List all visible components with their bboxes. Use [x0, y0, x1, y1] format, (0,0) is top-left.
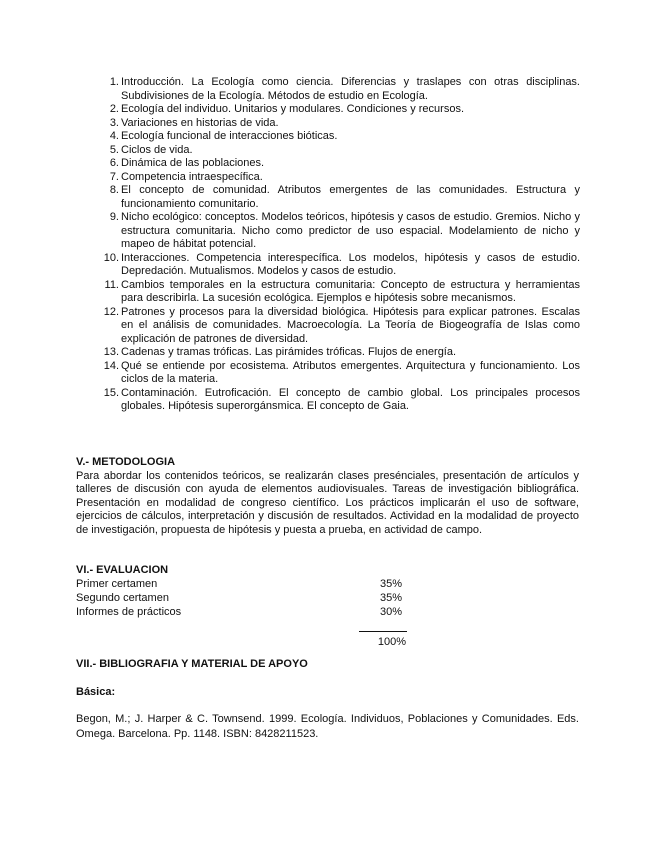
metodologia-text: Para abordar los contenidos teóricos, se realizarán clases presénciales, presentación de artículos y talleres de discusión con ayuda de elementos audiovisuales. Tareas de investigación bibliográfica. Presentación en modalidad de congreso científico. Los prácticos implicarán el uso de software, ejercicios de cálculos, interpretación y discusión de resultados. Actividad en la modalidad de proyecto de investigación, propuesta de hipótesis y puesta a prueba, en actividad de campo. — [76, 469, 579, 536]
metodologia-section — [76, 456, 579, 537]
list-item — [99, 103, 580, 117]
item-number: 4. — [109, 130, 119, 142]
item-number: 10. — [103, 251, 119, 264]
item-number: 11. — [104, 278, 119, 291]
eval-value: 30% — [379, 605, 402, 618]
item-number: 1. — [109, 76, 119, 88]
eval-label: Segundo certamen — [76, 591, 169, 604]
basica-subtitle-block — [76, 686, 579, 700]
evaluacion-title: VI.- EVALUACION — [76, 564, 169, 576]
item-number: 14. — [103, 359, 119, 372]
bibliografia-title-block — [76, 658, 579, 672]
item-text: Interacciones. Competencia interespecífica. Los modelos, hipótesis y casos de estudio. Depredación. Mutualismos. Modelos y casos de estudio. — [121, 251, 580, 277]
item-number: 5. — [109, 143, 119, 156]
item-text: Variaciones en historias de vida. — [121, 116, 279, 129]
reference-entry: Begon, M.; J. Harper & C. Townsend. 1999. Ecología. Individuos, Poblaciones y Comunidades. Eds. Omega. Barcelona. Pp. 1148. ISBN: 8428211523. — [76, 713, 579, 740]
item-text: Introducción. La Ecología como ciencia. Diferencias y traslapes con otras disciplinas. Subdivisiones de la Ecología. Métodos de estudio en Ecología. — [121, 76, 580, 102]
item-number: 7. — [109, 170, 119, 183]
list-item — [99, 252, 580, 279]
item-text: Qué se entiende por ecosistema. Atributos emergentes. Arquitectura y funcionamiento. Los ciclos de la materia. — [121, 359, 580, 385]
list-item — [99, 211, 580, 252]
list-item — [99, 184, 580, 211]
eval-row — [76, 606, 579, 620]
bibliografia-title: VII.- BIBLIOGRAFIA Y MATERIAL DE APOYO — [76, 658, 308, 670]
metodologia-title: V.- METODOLOGIA — [76, 456, 176, 468]
item-text: Ecología del individuo. Unitarios y modulares. Condiciones y recursos. — [121, 103, 465, 115]
item-number: 3. — [109, 116, 119, 129]
item-text: Ecología funcional de interacciones bióticas. — [121, 130, 338, 142]
eval-row — [76, 578, 579, 592]
list-item — [99, 144, 580, 158]
item-text: Nicho ecológico: conceptos. Modelos teóricos, hipótesis y casos de estudio. Gremios. Nicho y estructura comunitaria. Nicho como predictor de uso espacial. Modelamiento de nicho y mapeo de hábitat potencial. — [121, 211, 580, 250]
list-item — [99, 157, 580, 171]
eval-value: 35% — [379, 577, 402, 590]
item-number: 8. — [109, 184, 119, 196]
item-text: Dinámica de las poblaciones. — [121, 157, 265, 169]
list-item — [99, 117, 580, 131]
item-text: Patrones y procesos para la diversidad biológica. Hipótesis para explicar patrones. Escalas en el análisis de comunidades. Macroecología. La Teoría de Biogeografía de Islas como explicación de patrones de diversidad. — [121, 305, 580, 345]
item-number: 15. — [103, 386, 119, 399]
item-number: 13. — [103, 346, 119, 358]
eval-label: Primer certamen — [76, 577, 158, 590]
item-text: Contaminación. Eutroficación. El concepto de cambio global. Los principales procesos globales. Hipótesis superorgánsmica. El concepto de Gaia. — [121, 386, 580, 412]
item-text: Cambios temporales en la estructura comunitaria: Concepto de estructura y herramientas para describirla. La sucesión ecológica. Ejemplos e hipótesis sobre mecanismos. — [121, 278, 580, 304]
topics-list — [99, 76, 580, 414]
eval-value: 35% — [379, 591, 402, 604]
basica-subtitle: Básica: — [76, 686, 116, 698]
item-text: El concepto de comunidad. Atributos emergentes de las comunidades. Estructura y funcionamiento comunitario. — [121, 184, 580, 210]
eval-row — [76, 592, 579, 606]
list-item — [99, 360, 580, 387]
eval-total-row — [76, 634, 579, 648]
item-text: Cadenas y tramas tróficas. Las pirámides tróficas. Flujos de energía. — [121, 346, 457, 358]
references-block — [76, 712, 579, 742]
list-item — [99, 130, 580, 144]
evaluacion-section — [76, 564, 579, 648]
list-item — [99, 306, 580, 347]
eval-total: 100% — [377, 635, 406, 648]
list-item — [99, 76, 580, 103]
eval-label: Informes de prácticos — [76, 605, 182, 618]
item-number: 9. — [109, 211, 119, 223]
item-number: 12. — [103, 305, 119, 318]
list-item — [99, 171, 580, 185]
list-item — [99, 346, 580, 360]
item-number: 2. — [109, 103, 119, 115]
list-item — [99, 387, 580, 414]
item-text: Ciclos de vida. — [121, 143, 193, 156]
item-number: 6. — [109, 157, 119, 169]
total-rule — [359, 631, 407, 632]
list-item — [99, 279, 580, 306]
item-text: Competencia intraespecífica. — [121, 170, 263, 183]
